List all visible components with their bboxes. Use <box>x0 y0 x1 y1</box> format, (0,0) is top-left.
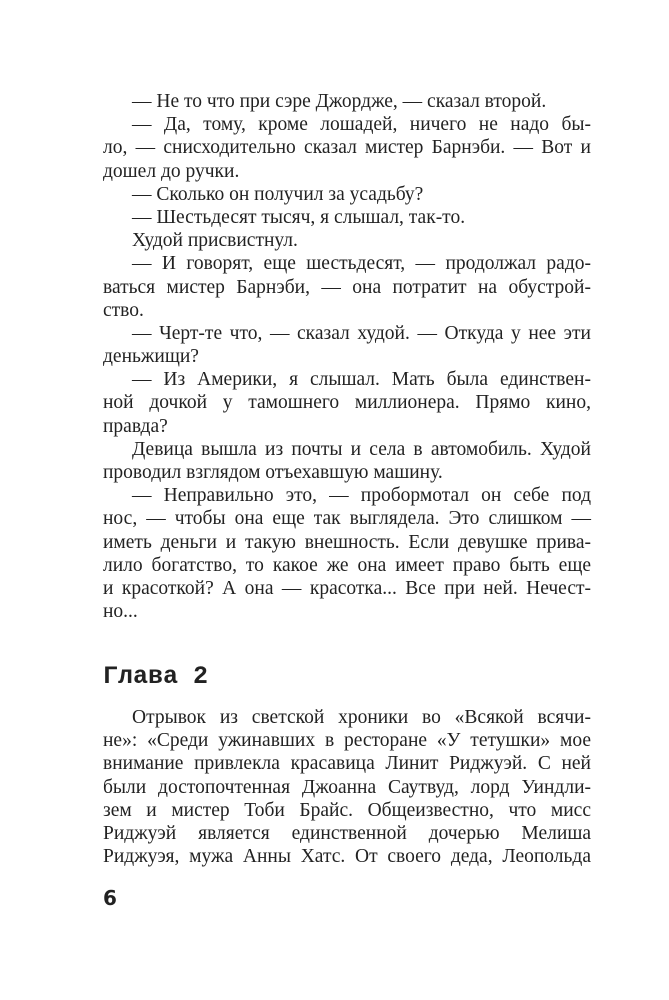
page-number: 6 <box>103 886 117 910</box>
text-line: — Неправильно это, — пробормотал он себе под <box>132 485 591 507</box>
text-line: — И говорят, еще шестьдесят, — продолжал радо- <box>132 253 591 275</box>
text-line: Отрывок из светской хроники во «Всякой всячи- <box>132 707 591 728</box>
text-line: нос, — чтобы она еще так выглядела. Это слишком — <box>103 508 591 530</box>
text-line: зем и мистер Тоби Брайс. Общеизвестно, что мисс <box>103 799 591 821</box>
text-line: деньжищи? <box>103 346 199 368</box>
text-line: — Да, тому, кроме лошадей, ничего не надо бы- <box>132 114 591 136</box>
chapter-text <box>103 706 591 868</box>
text-line: и красоткой? А она — красотка... Все при ней. Нечест- <box>103 577 591 599</box>
chapter-heading: Глава 2 <box>103 662 209 691</box>
text-line: — Черт-те что, — сказал худой. — Откуда у нее эти <box>132 322 591 344</box>
text-line: но... <box>103 601 138 623</box>
text-line: — Из Америки, я слышал. Мать была единствен- <box>132 369 591 391</box>
text-line: внимание привлекла красавица Линит Риджуэй. С ней <box>103 753 591 775</box>
text-line: ство. <box>103 299 144 321</box>
body-text <box>103 90 591 623</box>
text-line: правда? <box>103 415 168 437</box>
text-line: Девица вышла из почты и села в автомобиль. Худой <box>132 438 591 460</box>
text-line: проводил взглядом отъехавшую машину. <box>103 462 443 483</box>
text-line: были достопочтенная Джоанна Саутвуд, лорд Уиндли- <box>103 776 591 798</box>
text-line: ваться мистер Барнэби, — она потратит на обустрой- <box>103 276 591 298</box>
text-line: — Не то что при сэре Джордже, — сказал второй. <box>132 91 547 112</box>
text-line: дошел до ручки. <box>103 160 240 182</box>
text-line: иметь деньги и такую внешность. Если девушке прива- <box>103 531 591 553</box>
text-line: не»: «Среди ужинавших в ресторане «У тетушки» мое <box>103 730 591 752</box>
text-line: Худой присвистнул. <box>132 230 298 252</box>
text-line: лило богатство, то какое же она имеет право быть еще <box>103 554 591 576</box>
text-line: ло, — снисходительно сказал мистер Барнэби. — Вот и <box>103 137 591 159</box>
text-line: Риджуэя, мужа Анны Хатс. От своего деда, Леопольда <box>103 846 591 868</box>
text-line: — Сколько он получил за усадьбу? <box>132 183 424 205</box>
text-line: ной дочкой у тамошнего миллионера. Прямо кино, <box>103 392 591 414</box>
text-line: Риджуэй является единственной дочерью Мелиша <box>103 822 591 844</box>
text-line: — Шестьдесят тысяч, я слышал, так-то. <box>132 206 466 228</box>
